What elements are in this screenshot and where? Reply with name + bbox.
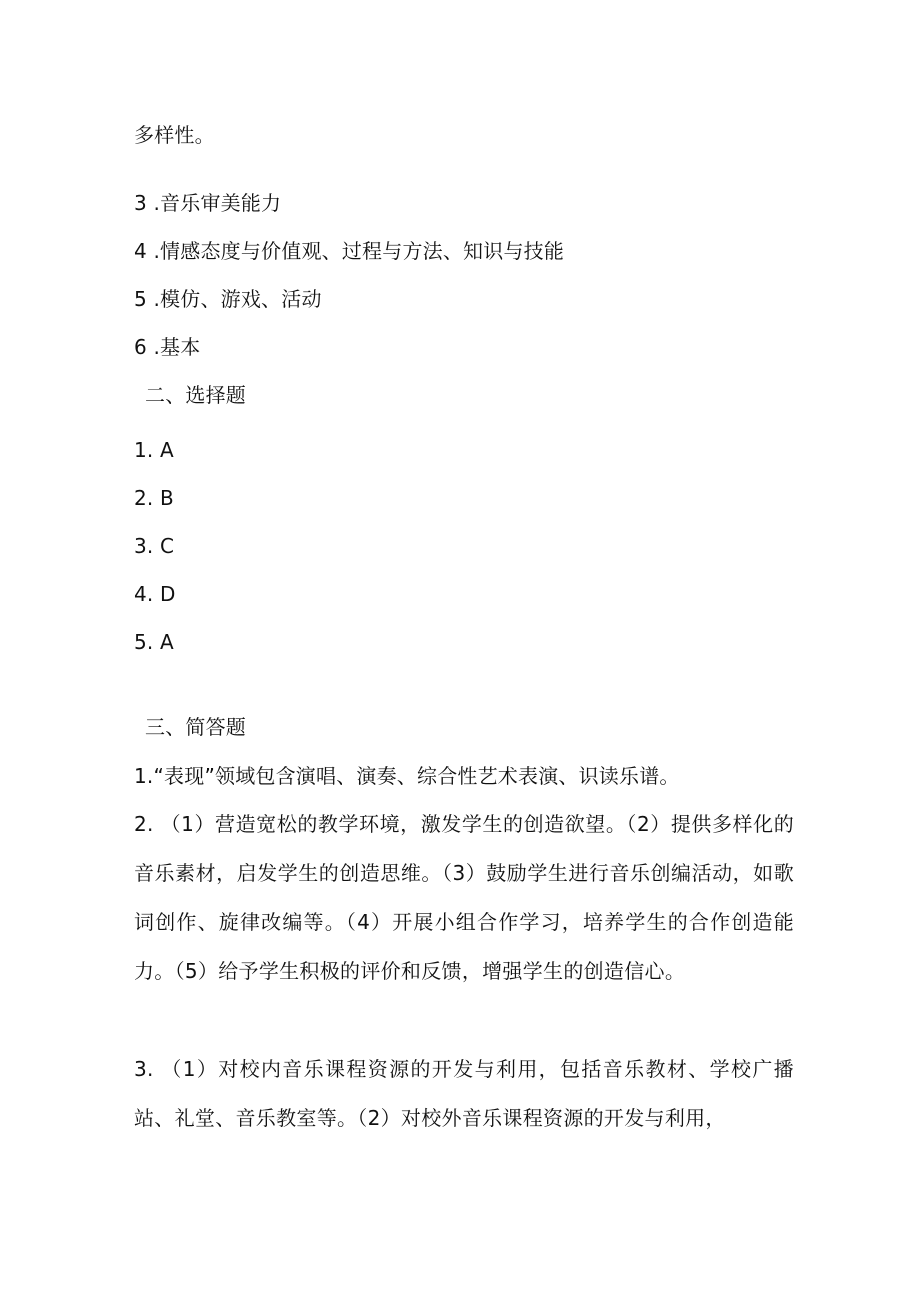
short-answer-item: 1.“表现”领域包含演唱、演奏、综合性艺术表演、识读乐谱。	[134, 764, 680, 788]
short-answer-paragraph: 3. （1）对校内音乐课程资源的开发与利用，包括音乐教材、学校广播站、礼堂、音乐教室等。（2）对校外音乐课程资源的开发与利用，	[134, 1057, 794, 1130]
choice-answer-item: 5. A	[134, 630, 174, 654]
fill-answer-item: 3 .音乐审美能力	[134, 191, 282, 215]
fill-answer-item: 5 .模仿、游戏、活动	[134, 287, 322, 311]
fill-answer-item: 6 .基本	[134, 335, 201, 359]
choice-answer-item: 3. C	[134, 534, 175, 558]
section-heading-short-answer: 三、简答题	[145, 715, 246, 739]
choice-answer-item: 1. A	[134, 438, 174, 462]
choice-answer-item: 2. B	[134, 486, 174, 510]
short-answer-paragraph: 2. （1）营造宽松的教学环境，激发学生的创造欲望。（2）提供多样化的音乐素材，启发学生的创造思维。（3）鼓励学生进行音乐创编活动，如歌词创作、旋律改编等。（4）开展小组合作学习，培养学生的合作创造能力。（5）给予学生积极的评价和反馈，增强学生的创造信心。	[134, 812, 794, 983]
section-heading-choice: 二、选择题	[145, 383, 246, 407]
continuation-text: 多样性。	[134, 123, 215, 147]
choice-answer-item: 4. D	[134, 582, 176, 606]
fill-answer-item: 4 .情感态度与价值观、过程与方法、知识与技能	[134, 239, 565, 263]
